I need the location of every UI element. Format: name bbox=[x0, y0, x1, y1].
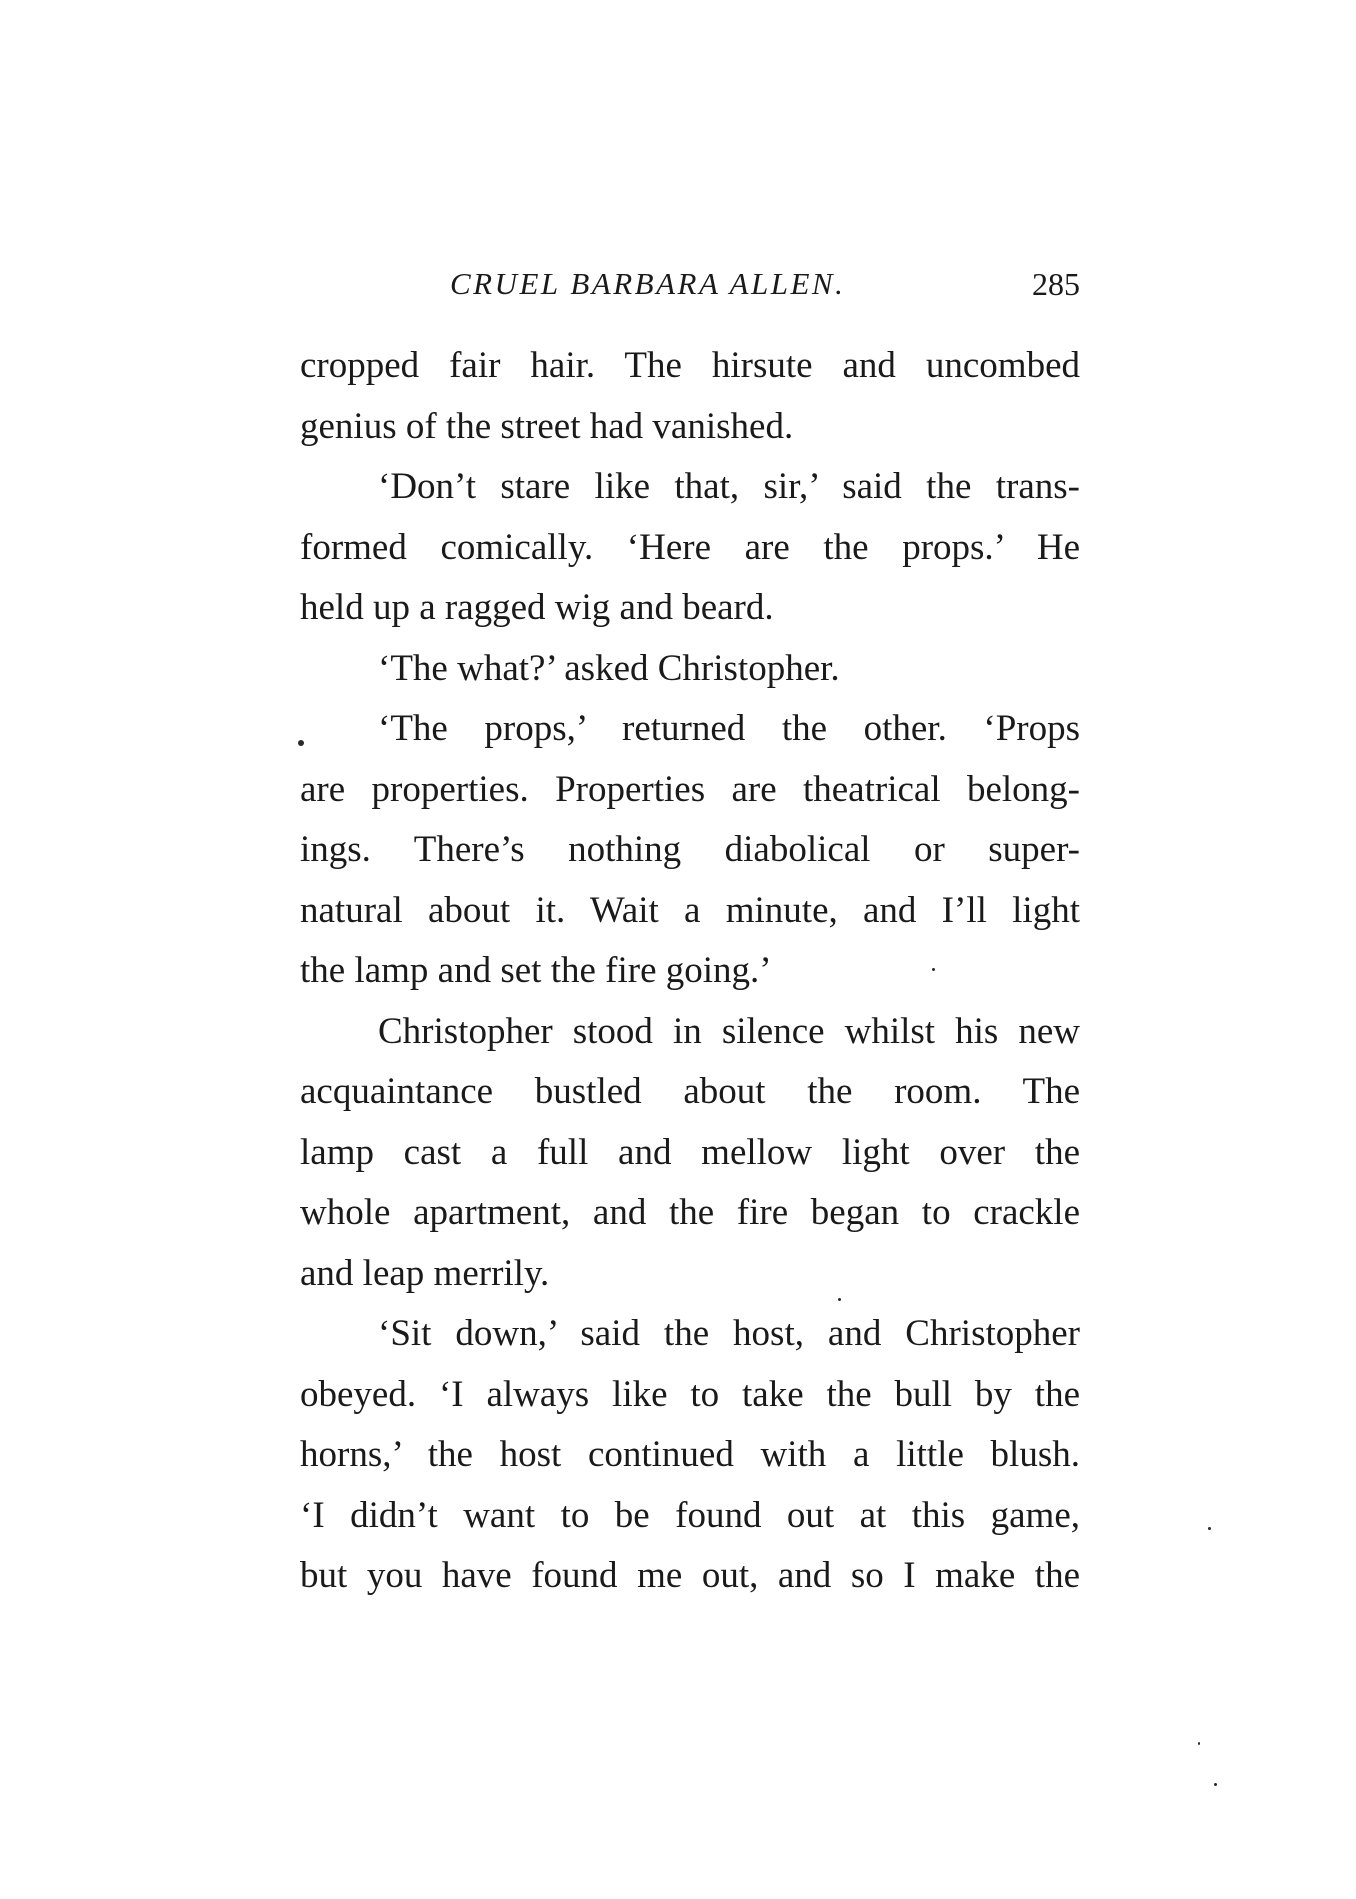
running-title: CRUEL BARBARA ALLEN. bbox=[450, 266, 846, 301]
text-line: and leap merrily. bbox=[300, 1252, 550, 1294]
print-speck bbox=[1214, 1783, 1217, 1786]
text-line: held up a ragged wig and beard. bbox=[300, 587, 774, 628]
body-text bbox=[300, 336, 1080, 1607]
text-line: Christopher stood in silence whilst his new bbox=[378, 1010, 1080, 1052]
text-line: ‘The what?’ asked Christopher. bbox=[378, 647, 840, 689]
text-line: genius of the street had vanished. bbox=[300, 405, 794, 447]
text-line: ‘Sit down,’ said the host, and Christopher bbox=[378, 1313, 1080, 1354]
text-line: natural about it. Wait a minute, and I’ll light bbox=[300, 889, 1080, 931]
text-line: cropped fair hair. The hirsute and uncombed bbox=[300, 345, 1080, 386]
text-line: ‘The props,’ returned the other. ‘Props bbox=[378, 708, 1080, 749]
text-line: lamp cast a full and mellow light over the bbox=[300, 1131, 1080, 1173]
print-speck bbox=[838, 1298, 841, 1301]
text-line: the lamp and set the fire going.’ bbox=[300, 950, 772, 991]
text-line: acquaintance bustled about the room. The bbox=[300, 1071, 1080, 1112]
text-line: formed comically. ‘Here are the props.’ He bbox=[300, 526, 1080, 568]
text-line: obeyed. ‘I always like to take the bull by the bbox=[300, 1373, 1080, 1415]
print-speck bbox=[298, 740, 304, 746]
paragraph bbox=[300, 1304, 1080, 1607]
text-line: ‘I didn’t want to be found out at this game, bbox=[300, 1494, 1080, 1536]
print-speck bbox=[1198, 1742, 1200, 1745]
print-speck bbox=[932, 968, 935, 971]
text-line: are properties. Properties are theatrical belong- bbox=[300, 768, 1080, 810]
page-number: 285 bbox=[1032, 266, 1080, 302]
paragraph bbox=[300, 1002, 1080, 1305]
text-line: but you have found me out, and so I make the bbox=[300, 1555, 1080, 1596]
running-head bbox=[300, 266, 1080, 310]
text-line: ‘Don’t stare like that, sir,’ said the trans- bbox=[378, 466, 1080, 507]
print-speck bbox=[1208, 1527, 1211, 1530]
text-line: horns,’ the host continued with a little blush. bbox=[300, 1434, 1080, 1475]
paragraph bbox=[300, 639, 1080, 700]
text-line: whole apartment, and the fire began to crackle bbox=[300, 1192, 1080, 1233]
paragraph bbox=[300, 336, 1080, 457]
paragraph bbox=[300, 457, 1080, 639]
text-line: ings. There’s nothing diabolical or super- bbox=[300, 829, 1080, 870]
paragraph bbox=[300, 699, 1080, 1002]
